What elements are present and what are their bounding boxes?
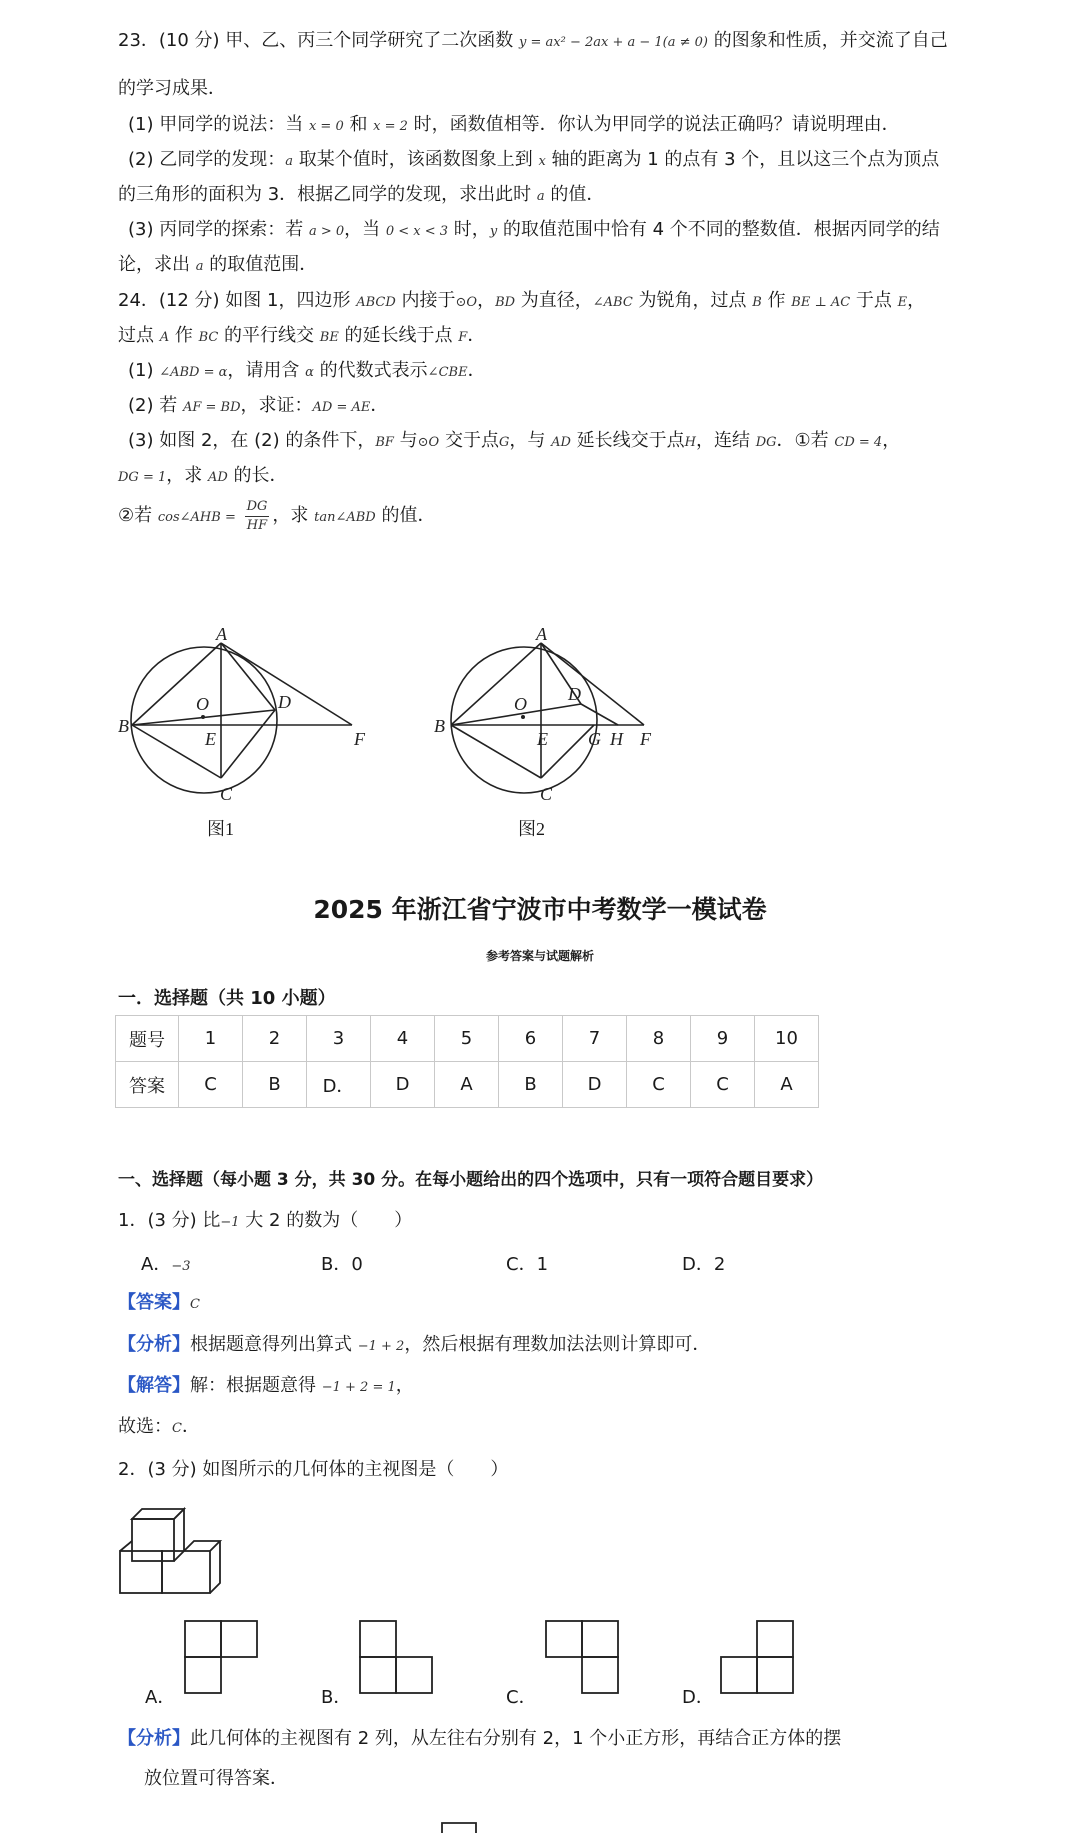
table-cell: D． xyxy=(307,1062,371,1108)
q1-option-d: D．2 xyxy=(682,1254,726,1275)
q2-option-d: D． xyxy=(682,1687,714,1708)
q2-option-d-figure xyxy=(718,1618,798,1698)
fig2-label-e: E xyxy=(537,729,548,749)
q23-line1: 23．(10 分) 甲、乙、丙三个同学研究了二次函数 y = ax² − 2ax + a − 1(a ≠ 0) 的图象和性质，并交流了自己 xyxy=(118,30,948,51)
table-row xyxy=(116,1016,819,1062)
table-cell: 10 xyxy=(755,1016,819,1062)
table-cell: 5 xyxy=(435,1016,499,1062)
q2-option-b-figure xyxy=(357,1618,437,1698)
fig2-label-b: B xyxy=(434,716,445,736)
q2-solid-figure xyxy=(118,1505,228,1605)
table-cell: C xyxy=(179,1062,243,1108)
fig2-label-g: G xyxy=(588,729,601,749)
exam-subtitle: 参考答案与试题解析 xyxy=(485,949,594,963)
fig1-label-b: B xyxy=(118,716,129,736)
q2-option-a-figure xyxy=(182,1618,262,1698)
table-cell: 9 xyxy=(691,1016,755,1062)
fig2-label-h: H xyxy=(610,729,623,749)
figure-1-caption: 图1 xyxy=(207,819,234,839)
q24-sub3: (3) 如图 2，在 (2) 的条件下，BF 与⊙O 交于点G，与 AD 延长线交于点H，连结 DG．①若 CD = 4， xyxy=(128,430,901,451)
table-row xyxy=(116,1062,819,1108)
fig1-label-d: D xyxy=(278,692,291,712)
fig1-label-e: E xyxy=(205,729,216,749)
table-cell: 3 xyxy=(307,1016,371,1062)
figure-2-diagram xyxy=(428,628,658,808)
q2-analysis: 【分析】此几何体的主视图有 2 列，从左往右分别有 2，1 个小正方形，再结合正方体的摆 xyxy=(118,1728,842,1749)
q23-part2: (2) 乙同学的发现：a 取某个值时，该函数图象上到 x 轴的距离为 1 的点有 3 个，且以这三个点为顶点 xyxy=(128,149,940,170)
table-cell: B xyxy=(243,1062,307,1108)
section-choice-heading: 一．选择题（共 10 小题） xyxy=(118,988,336,1009)
q2-analysis-line2: 放位置可得答案． xyxy=(144,1768,288,1789)
q24-sub2: (2) 若 AF = BD，求证：AD = AE． xyxy=(128,395,389,416)
q24-sub4: ②若 cos∠AHB = $\frac{DG}{HF}$ ，求 tan∠ABD 的值． xyxy=(118,498,436,533)
table-cell: 答案 xyxy=(116,1062,179,1108)
fig1-label-a: A xyxy=(216,628,227,644)
table-cell: C xyxy=(627,1062,691,1108)
q1-option-c: C．1 xyxy=(506,1254,549,1275)
q2-option-a: A． xyxy=(145,1687,176,1708)
q1-stem: 1．(3 分) 比−1 大 2 的数为（ ） xyxy=(118,1210,413,1231)
q1-choice: 故选：C． xyxy=(118,1416,200,1437)
q23-part3: (3) 丙同学的探索：若 a > 0，当 0 < x < 3 时，y 的取值范围中恰有 4 个不同的整数值．根据丙同学的结 xyxy=(128,219,940,240)
q2-option-b: B． xyxy=(321,1687,352,1708)
table-cell: B xyxy=(499,1062,563,1108)
table-cell: 题号 xyxy=(116,1016,179,1062)
q2-option-c-figure xyxy=(543,1618,623,1698)
table-cell: 6 xyxy=(499,1016,563,1062)
q2-stem: 2．(3 分) 如图所示的几何体的主视图是（ ） xyxy=(118,1459,509,1480)
q1-answer: 【答案】C xyxy=(118,1292,200,1313)
q23-part3-line2: 论，求出 a 的取值范围． xyxy=(118,254,318,275)
next-figure-top-edge xyxy=(440,1820,480,1833)
q24-sub3-line2: DG = 1，求 AD 的长． xyxy=(118,465,288,486)
figure-1-diagram xyxy=(118,628,378,808)
q2-option-c: C． xyxy=(506,1687,537,1708)
table-cell: D xyxy=(563,1062,627,1108)
fig1-label-c: C xyxy=(220,784,233,804)
table-cell: 1 xyxy=(179,1016,243,1062)
fig2-label-c: C xyxy=(540,784,553,804)
exam-title: 2025 年浙江省宁波市中考数学一模试卷 xyxy=(313,895,767,924)
fig1-label-f: F xyxy=(354,729,365,749)
fig1-label-o: O xyxy=(196,694,209,714)
table-cell: C xyxy=(691,1062,755,1108)
table-cell: 7 xyxy=(563,1016,627,1062)
q1-option-b: B．0 xyxy=(321,1254,363,1275)
q23-line2: 的学习成果． xyxy=(118,78,226,99)
table-cell: A xyxy=(435,1062,499,1108)
table-cell: D xyxy=(371,1062,435,1108)
answer-table xyxy=(115,1015,819,1108)
fig2-label-a: A xyxy=(536,628,547,644)
q24-line1: 24．(12 分) 如图 1，四边形 ABCD 内接于⊙O，BD 为直径，∠ABC 为锐角，过点 B 作 BE ⊥ AC 于点 E， xyxy=(118,290,926,311)
fig2-label-f: F xyxy=(640,729,651,749)
q23-part2-line2: 的三角形的面积为 3．根据乙同学的发现，求出此时 a 的值． xyxy=(118,184,605,205)
fraction-dg-over-hf: $\frac{DG}{HF}$ xyxy=(246,498,268,533)
fig2-label-d: D xyxy=(568,684,581,704)
table-cell: 2 xyxy=(243,1016,307,1062)
table-cell: 8 xyxy=(627,1016,691,1062)
fig2-label-o: O xyxy=(514,694,527,714)
q24-line2: 过点 A 作 BC 的平行线交 BE 的延长线于点 F． xyxy=(118,325,486,346)
q24-sub1: (1) ∠ABD = α，请用含 α 的代数式表示∠CBE． xyxy=(128,360,486,381)
table-cell: 4 xyxy=(371,1016,435,1062)
section-choice-instructions: 一、选择题（每小题 3 分，共 30 分。在每小题给出的四个选项中，只有一项符合题目要求） xyxy=(118,1170,824,1190)
q23-part1: (1) 甲同学的说法：当 x = 0 和 x = 2 时，函数值相等．你认为甲同学的说法正确吗？请说明理由． xyxy=(128,114,900,135)
q1-solution: 【解答】解：根据题意得 −1 + 2 = 1， xyxy=(118,1375,414,1396)
table-cell: A xyxy=(755,1062,819,1108)
figure-2-caption: 图2 xyxy=(518,819,545,839)
q1-option-a: A．−3 xyxy=(141,1254,191,1275)
q1-analysis: 【分析】根据题意得列出算式 −1 + 2，然后根据有理数加法法则计算即可． xyxy=(118,1334,711,1355)
